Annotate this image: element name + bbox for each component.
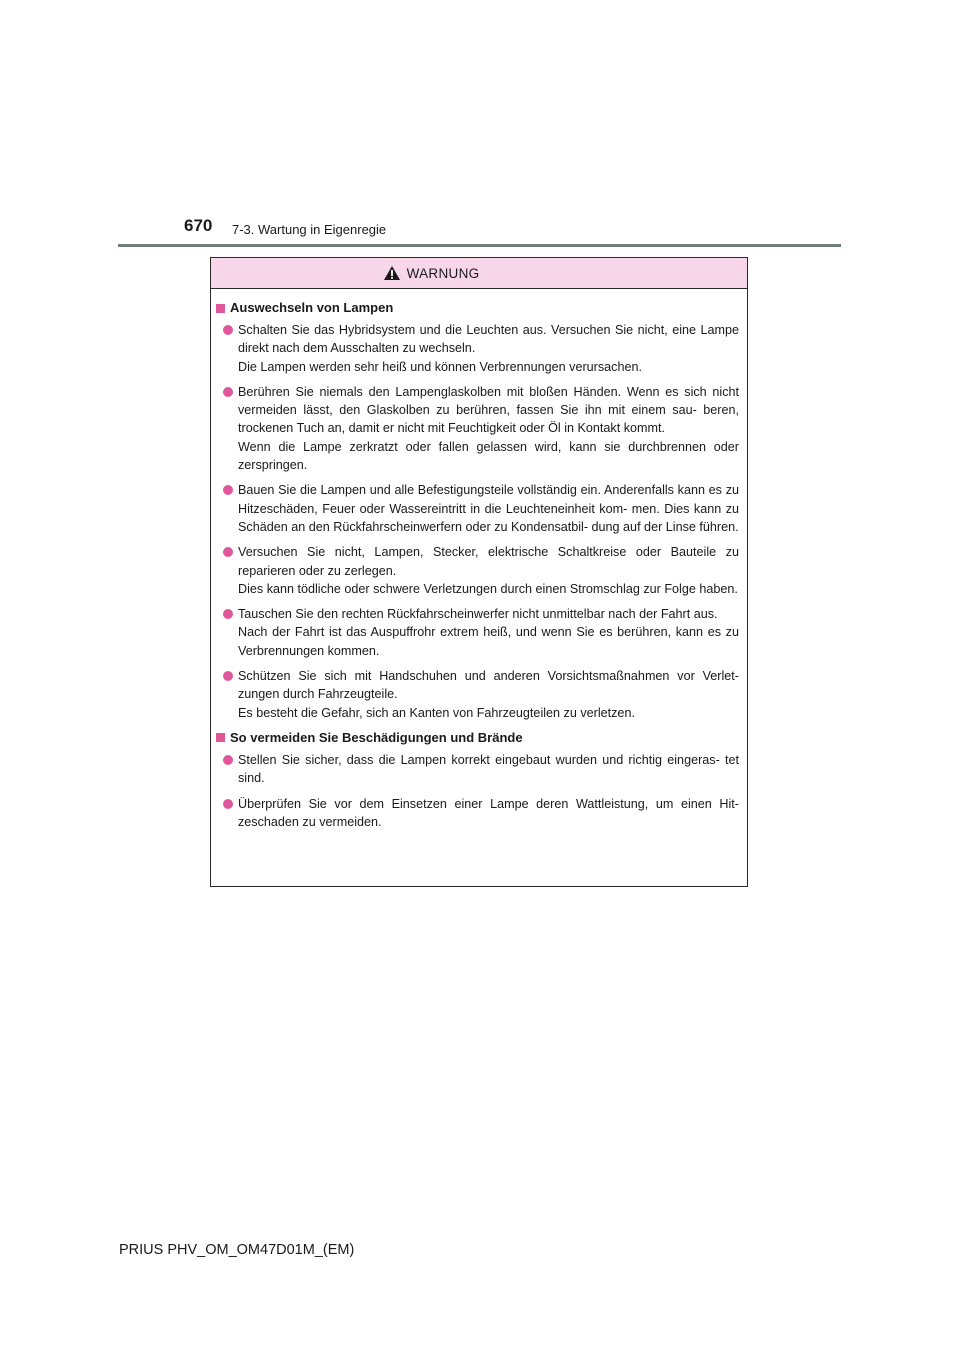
group-title (216, 299, 741, 317)
item-paragraph: Tauschen Sie den rechten Rückfahrscheinwerfer nicht unmittelbar nach der Fahrt aus. (238, 607, 718, 622)
section-title: 7-3. Wartung in Eigenregie (232, 222, 387, 237)
item-paragraph: Es besteht die Gefahr, sich an Kanten von Fahrzeugteilen zu verletzen. (238, 705, 635, 720)
group-title (216, 729, 741, 747)
dot-bullet-icon (223, 387, 233, 397)
list-item (223, 667, 741, 722)
list-item (223, 795, 741, 832)
warning-group-lamp-replacement (216, 299, 741, 722)
item-paragraph: Wenn die Lampe zerkratzt oder fallen gelassen wird, kann sie durchbrennen oder zerspringen. (238, 439, 739, 473)
warning-box (210, 257, 748, 887)
dot-bullet-icon (223, 547, 233, 557)
item-paragraph: Schalten Sie das Hybridsystem und die Leuchten aus. Versuchen Sie nicht, eine Lampe direkt nach dem Ausschalten zu wechseln. (238, 323, 739, 356)
list-item (223, 751, 741, 788)
list-item (223, 543, 741, 598)
warning-group-damage-prevention (216, 729, 741, 831)
square-bullet-icon (216, 733, 225, 742)
footer-model-code: PRIUS PHV_OM_OM47D01M_(EM) (119, 1242, 355, 1258)
item-paragraph: Bauen Sie die Lampen und alle Befestigungsteile vollständig ein. Anderenfalls kann es zu Hitzeschäden, Feuer oder Wassereintritt in die Leuchteneinheit kom- men. Dies kann zu Schäden an den Rückfahrscheinwerfern oder zu Kondensatbil- dung auf der Linse führen. (238, 483, 739, 534)
list-item (223, 383, 741, 474)
dot-bullet-icon (223, 485, 233, 495)
warning-title: WARNUNG (406, 265, 480, 281)
warning-body (211, 289, 747, 831)
item-paragraph: Überprüfen Sie vor dem Einsetzen einer Lampe deren Wattleistung, um einen Hit- zeschaden zu vermeiden. (238, 796, 739, 829)
dot-bullet-icon (223, 799, 233, 809)
item-paragraph: Versuchen Sie nicht, Lampen, Stecker, elektrische Schaltkreise oder Bauteile zu reparieren oder zu zerlegen. (238, 545, 739, 578)
list-item (223, 321, 741, 376)
header-rule (118, 244, 841, 247)
page-number: 670 (184, 216, 213, 235)
item-paragraph: Stellen Sie sicher, dass die Lampen korrekt eingebaut wurden und richtig eingeras- tet sind. (238, 752, 739, 786)
list-item (223, 481, 741, 536)
item-paragraph: Nach der Fahrt ist das Auspuffrohr extrem heiß, und wenn Sie es berühren, kann es zu Verbrennungen kommen. (238, 625, 739, 658)
item-paragraph: Dies kann tödliche oder schwere Verletzungen durch einen Stromschlag zur Folge haben. (238, 581, 738, 596)
dot-bullet-icon (223, 325, 233, 335)
group-title-text: So vermeiden Sie Beschädigungen und Brände (230, 729, 523, 745)
dot-bullet-icon (223, 609, 233, 619)
dot-bullet-icon (223, 671, 233, 681)
item-paragraph: Die Lampen werden sehr heiß und können Verbrennungen verursachen. (238, 359, 642, 374)
item-paragraph: Berühren Sie niemals den Lampenglaskolben mit bloßen Händen. Wenn es sich nicht vermeiden lässt, den Glaskolben zu berühren, fassen Sie ihn mit einem sau- beren, trockenen Tuch an, damit er nicht mit Feuchtigkeit oder Öl in Kontakt kommt. (238, 384, 739, 436)
list-item (223, 605, 741, 660)
group-title-text: Auswechseln von Lampen (230, 300, 394, 315)
dot-bullet-icon (223, 755, 233, 765)
warning-triangle-icon (383, 265, 401, 281)
item-paragraph: Schützen Sie sich mit Handschuhen und anderen Vorsichtsmaßnahmen vor Verlet- zungen durch Fahrzeugteile. (238, 669, 739, 702)
warning-header (211, 258, 747, 289)
square-bullet-icon (216, 304, 225, 313)
